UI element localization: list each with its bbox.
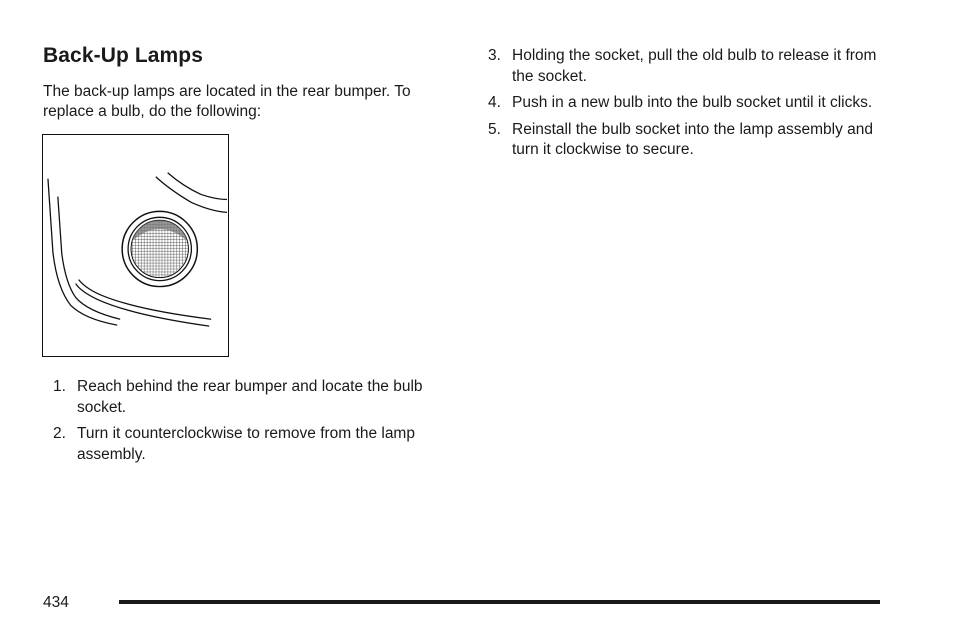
intro-paragraph: The back-up lamps are located in the rear bumper. To replace a bulb, do the following:: [43, 83, 411, 120]
footer-rule: [119, 600, 880, 604]
page-title: Back-Up Lamps: [43, 44, 204, 67]
back-up-lamp-illustration: [43, 135, 228, 356]
page-number: 434: [43, 594, 69, 611]
step-number: 1.: [53, 378, 66, 395]
step-text: Turn it counterclockwise to remove from the lamp assembly.: [77, 425, 415, 463]
steps-list-right: [478, 46, 898, 167]
steps-list-left: [43, 377, 448, 471]
step-item: [478, 93, 898, 114]
back-up-lamp-figure: [42, 134, 229, 357]
step-number: 4.: [488, 94, 501, 111]
step-text: Holding the socket, pull the old bulb to release it from the socket.: [512, 47, 877, 85]
step-item: [478, 120, 898, 161]
step-item: [43, 424, 448, 465]
step-text: Reinstall the bulb socket into the lamp assembly and turn it clockwise to secure.: [512, 120, 874, 158]
step-number: 3.: [488, 47, 501, 64]
step-text: Push in a new bulb into the bulb socket until it clicks.: [512, 94, 873, 111]
step-number: 2.: [53, 425, 66, 442]
step-number: 5.: [488, 120, 501, 138]
step-item: [43, 377, 448, 418]
step-text: Reach behind the rear bumper and locate the bulb socket.: [77, 378, 423, 416]
step-item: [478, 46, 898, 87]
